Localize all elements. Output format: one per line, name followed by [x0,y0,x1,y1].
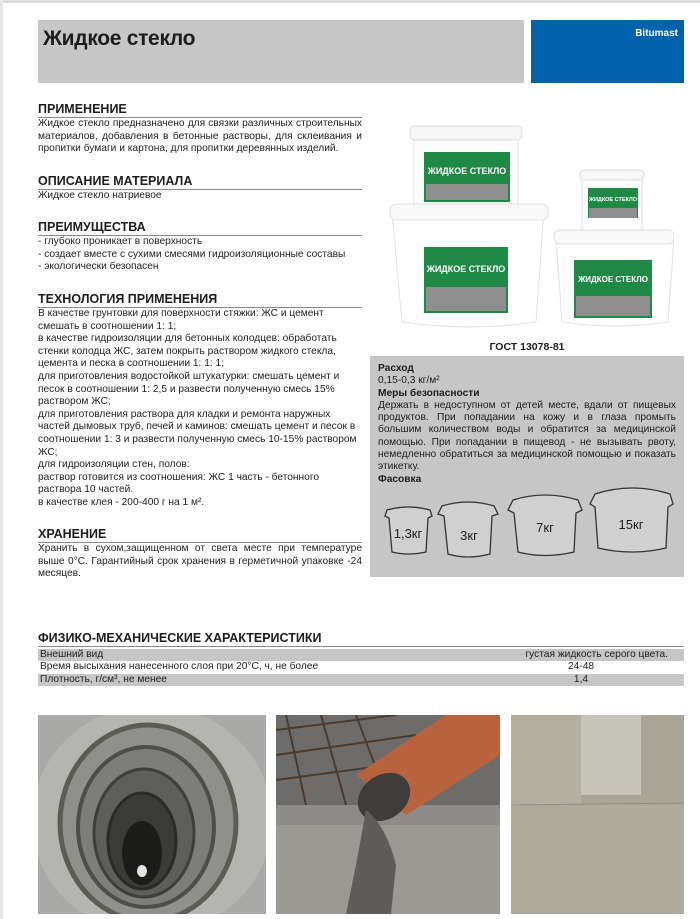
package-label: 1,3кг [393,526,423,541]
table-row [38,649,684,661]
page-title: Жидкое стекло [43,27,196,50]
package-1-3kg [385,507,432,554]
technology-line: раствор готовится из соотношения: ЖС 1 часть - бетонного раствора 10 частей. [38,471,320,496]
advantage-item: - глубоко проникает в поверхность [38,236,203,247]
property-name: Плотность, г/см³, не менее [40,673,167,685]
page-border-top [0,0,700,3]
table-row [38,674,684,686]
technology-line: для приготовления водостойкой штукатурки: смешать цемент и песок в соотношении 1: 2,5 и развести полученную смесь 15% раствором ЖС; [38,370,340,408]
bucket-medium-back [410,126,522,212]
safety-text: Держать в недоступном от детей месте, вдали от пищевых продуктов. При попадании на кожу и в глаза промыть большим количеством воды и обратится за медицинской помощью. При попадании в пищевод - не вызывать рвоту, немедленно обратиться за медицинской помощью и показать этикетку. [378,399,676,473]
table-row [38,661,684,673]
technology-line: для гидроизоляции стен, полов: [38,459,190,471]
section-advantages [38,220,362,274]
package-label: 15кг [618,517,644,532]
consumption-value: 0,15-0,3 кг/м² [378,375,440,387]
advantage-item: - создает вместе с сухими смесями гидроизоляционные составы [38,248,346,260]
section-heading: ХРАНЕНИЕ [38,527,362,543]
technology-line: для приготовления раствора для кладки и ремонта наружных частей дымовых труб, печей и каминов: смешать цемент и песок в соотношении 1: 3 и развести полученную смесь 10-15% раствором ЖС; [38,408,357,458]
section-description [38,174,362,203]
safety-label: Меры безопасности [378,387,480,399]
photo-concrete-well [38,715,266,914]
svg-text:ЖИДКОЕ СТЕКЛО: ЖИДКОЕ СТЕКЛО [426,264,506,274]
section-text: Жидкое стекло предназначено для связки различных строительных материалов, добавления в бетонные растворы, для склеивания и пропитки бумаги и картона, для пропитки деревянных изделий. [38,118,362,155]
characteristics-heading: ФИЗИКО-МЕХАНИЧЕСКИЕ ХАРАКТЕРИСТИКИ [38,631,684,647]
section-heading: ПРИМЕНЕНИЕ [38,102,362,118]
technology-line: В качестве грунтовки для поверхности стяжки: ЖС и цемент смешать в соотношении 1: 1; [38,308,324,332]
package-15kg [590,488,673,552]
property-value: густая жидкость серого цвета. [525,649,668,660]
property-value: 24-48 [567,661,595,673]
product-image [384,112,674,334]
property-value: 1,4 [573,673,589,685]
svg-text:ЖИДКОЕ СТЕКЛО: ЖИДКОЕ СТЕКЛО [427,166,507,176]
section-storage [38,527,362,581]
section-text: Жидкое стекло натриевое [38,190,162,201]
page-border-left [0,0,3,919]
section-heading: ТЕХНОЛОГИЯ ПРИМЕНЕНИЯ [38,292,362,308]
technology-line: в качестве гидроизоляции для бетонных колодцев: обработать стенки колодца ЖС, затем покрыть раствором жидкого стекла, цемента и песка в соотношении 1: 1: 1; [38,333,337,370]
info-panel [370,356,684,577]
packaging-label: Фасовка [378,473,422,485]
brand-box [531,20,684,83]
bucket-large-right [554,230,674,326]
title-bar [38,20,524,83]
package-7kg [508,495,582,556]
packaging-options [370,482,684,562]
gost-label: ГОСТ 13078-81 [489,341,565,353]
section-technology [38,292,362,510]
section-heading: ПРЕИМУЩЕСТВА [38,220,362,236]
bucket-small [580,170,644,232]
section-heading: ОПИСАНИЕ МАТЕРИАЛА [38,174,362,190]
characteristics-table [38,649,684,686]
consumption-label: Расход [378,363,414,374]
photo-concrete-pouring [276,715,500,914]
property-name: Внешний вид [40,649,104,660]
package-label: 3кг [460,528,478,543]
section-application [38,102,362,156]
photo-treated-surface [511,715,684,914]
package-label: 7кг [536,520,554,535]
section-text: Хранить в сухом,защищенном от света месте при температуре выше 0°С. Гарантийный срок хранения в герметичной упаковке -24 месяцев. [38,543,362,580]
brand-label: Bitumast [635,28,678,39]
bucket-large-front [390,204,548,327]
svg-text:ЖИДКОЕ СТЕКЛО: ЖИДКОЕ СТЕКЛО [588,197,638,203]
package-3kg [438,502,498,557]
technology-line: в качестве клея - 200-400 г на 1 м². [38,496,205,508]
advantage-item: - экологически безопасен [38,261,159,273]
property-name: Время высыхания нанесенного слоя при 20°С, ч, не более [40,661,319,673]
svg-text:ЖИДКОЕ СТЕКЛО: ЖИДКОЕ СТЕКЛО [578,275,648,284]
